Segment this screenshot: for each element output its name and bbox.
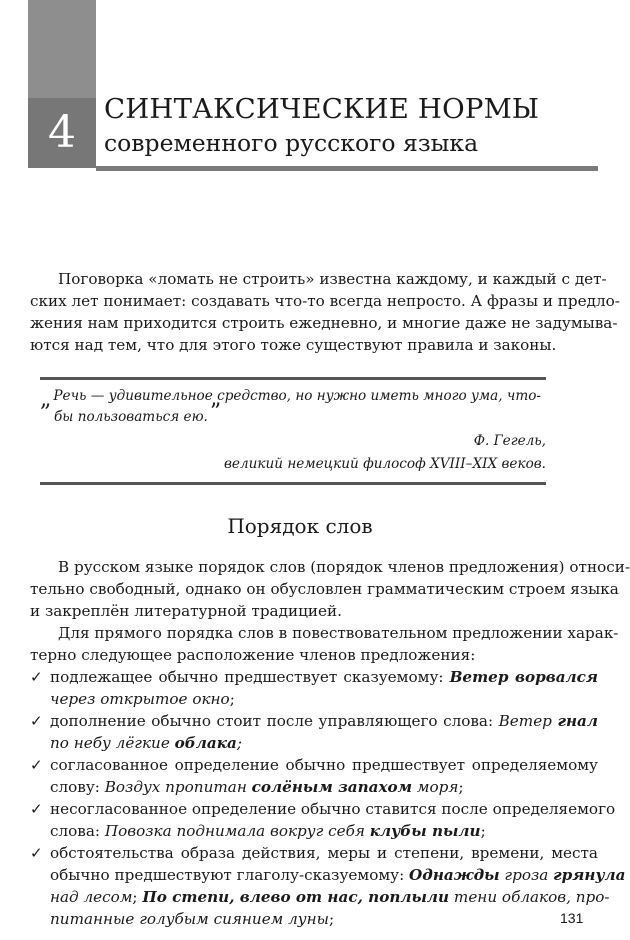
chapter-number: 4: [48, 107, 76, 158]
para-line: В русском языке порядок слов (порядок членов предложения) относи-: [58, 558, 630, 576]
check-icon: ✓: [30, 712, 43, 730]
item-text: ;: [229, 690, 235, 708]
chapter-number-box: [28, 98, 96, 168]
item-example: через открытое окно: [50, 690, 230, 708]
item-text: ;: [480, 822, 486, 840]
item-text: ;: [458, 778, 464, 796]
item-example: Воздух пропитан: [104, 778, 252, 796]
item-example: облака: [174, 734, 237, 752]
epigraph-text-1: Речь — удивительное средство, но нужно иметь много ума, что-: [53, 388, 542, 404]
section-heading: Порядок слов: [227, 514, 373, 538]
item-example: гроза: [499, 866, 554, 884]
item-text: подлежащее обычно предшествует сказуемому:: [50, 668, 450, 686]
chapter-title: СИНТАКСИЧЕСКИЕ НОРМЫ: [104, 93, 540, 125]
item-example: моря: [412, 778, 459, 796]
section-paragraph-2: [30, 622, 619, 666]
rules-list: [30, 666, 626, 930]
item-text: слова:: [50, 822, 105, 840]
epigraph-bottom-rule: [40, 482, 546, 485]
intro-line: ских лет понимает: создавать что-то всегда непросто. А фразы и предло-: [30, 292, 620, 310]
item-example: над лесом: [50, 888, 133, 906]
para-line: терно следующее расположение членов предложения:: [30, 646, 476, 664]
item-example: Однажды: [409, 866, 500, 884]
list-item: [30, 710, 598, 754]
item-example: грянула: [553, 866, 626, 884]
item-example: По степи, влево от нас, поплыли: [142, 888, 450, 906]
item-text: ;: [328, 910, 335, 928]
para-line: Для прямого порядка слов в повествовательном предложении харак-: [58, 624, 619, 642]
item-text: дополнение обычно стоит после управляющего слова:: [50, 712, 499, 730]
item-text: несогласованное определение обычно ставится после определяемого: [50, 800, 616, 818]
check-icon: ✓: [30, 844, 43, 862]
epigraph-author-desc: великий немецкий философ XVIII–XIX веков.: [224, 456, 546, 472]
epigraph-author: Ф. Гегель,: [473, 433, 546, 449]
item-example: Ветер: [498, 712, 558, 730]
page-number: 131: [560, 910, 584, 926]
section-paragraph-1: [30, 556, 630, 622]
item-example: по небу лёгкие: [50, 734, 175, 752]
item-example: солёным запахом: [251, 778, 413, 796]
check-icon: ✓: [30, 668, 43, 686]
list-item: [30, 666, 598, 710]
chapter-subtitle: современного русского языка: [104, 129, 479, 157]
intro-line: жения нам приходится строить ежедневно, и многие даже не задумыва-: [30, 314, 618, 332]
epigraph-author-block: [40, 430, 546, 476]
check-icon: ✓: [30, 800, 43, 818]
epigraph-line: [40, 386, 546, 412]
item-example: гнал: [557, 712, 599, 730]
item-text: ;: [132, 888, 143, 906]
list-item: [30, 798, 616, 842]
intro-line: ются над тем, что для этого тоже существуют правила и законы.: [30, 336, 557, 354]
item-example: клубы пыли: [369, 822, 481, 840]
item-text: согласованное определение обычно предшествует определяемому: [50, 756, 598, 774]
epigraph-text-2: бы пользоваться ею.: [54, 409, 208, 425]
chapter-band: [28, 0, 96, 98]
epigraph-top-rule: [40, 377, 546, 380]
epigraph-line: [40, 400, 546, 428]
item-example: тени облаков, про-: [449, 888, 610, 906]
chapter-rule: [96, 166, 598, 171]
item-example: Ветер ворвался: [449, 668, 598, 686]
item-text: обстоятельства образа действия, меры и степени, времени, места: [50, 844, 598, 862]
check-icon: ✓: [30, 756, 43, 774]
item-example: Повозка поднимала вокруг себя: [104, 822, 370, 840]
para-line: тельно свободный, однако он обусловлен грамматическим строем языка: [30, 580, 619, 598]
epigraph: [40, 386, 546, 428]
open-quote: „: [40, 387, 52, 412]
item-text: слову:: [50, 778, 105, 796]
para-line: и закреплён литературной традицией.: [30, 602, 342, 620]
intro-paragraph: [30, 268, 620, 356]
list-item: [30, 842, 626, 930]
item-example: питанные голубым сиянием луны: [50, 910, 329, 928]
close-quote: ”: [209, 400, 222, 425]
item-text: обычно предшествуют глаголу-сказуемому:: [50, 866, 410, 884]
intro-line: Поговорка «ломать не строить» известна каждому, и каждый с дет-: [58, 270, 607, 288]
item-text: ;: [236, 734, 242, 752]
list-item: [30, 754, 598, 798]
